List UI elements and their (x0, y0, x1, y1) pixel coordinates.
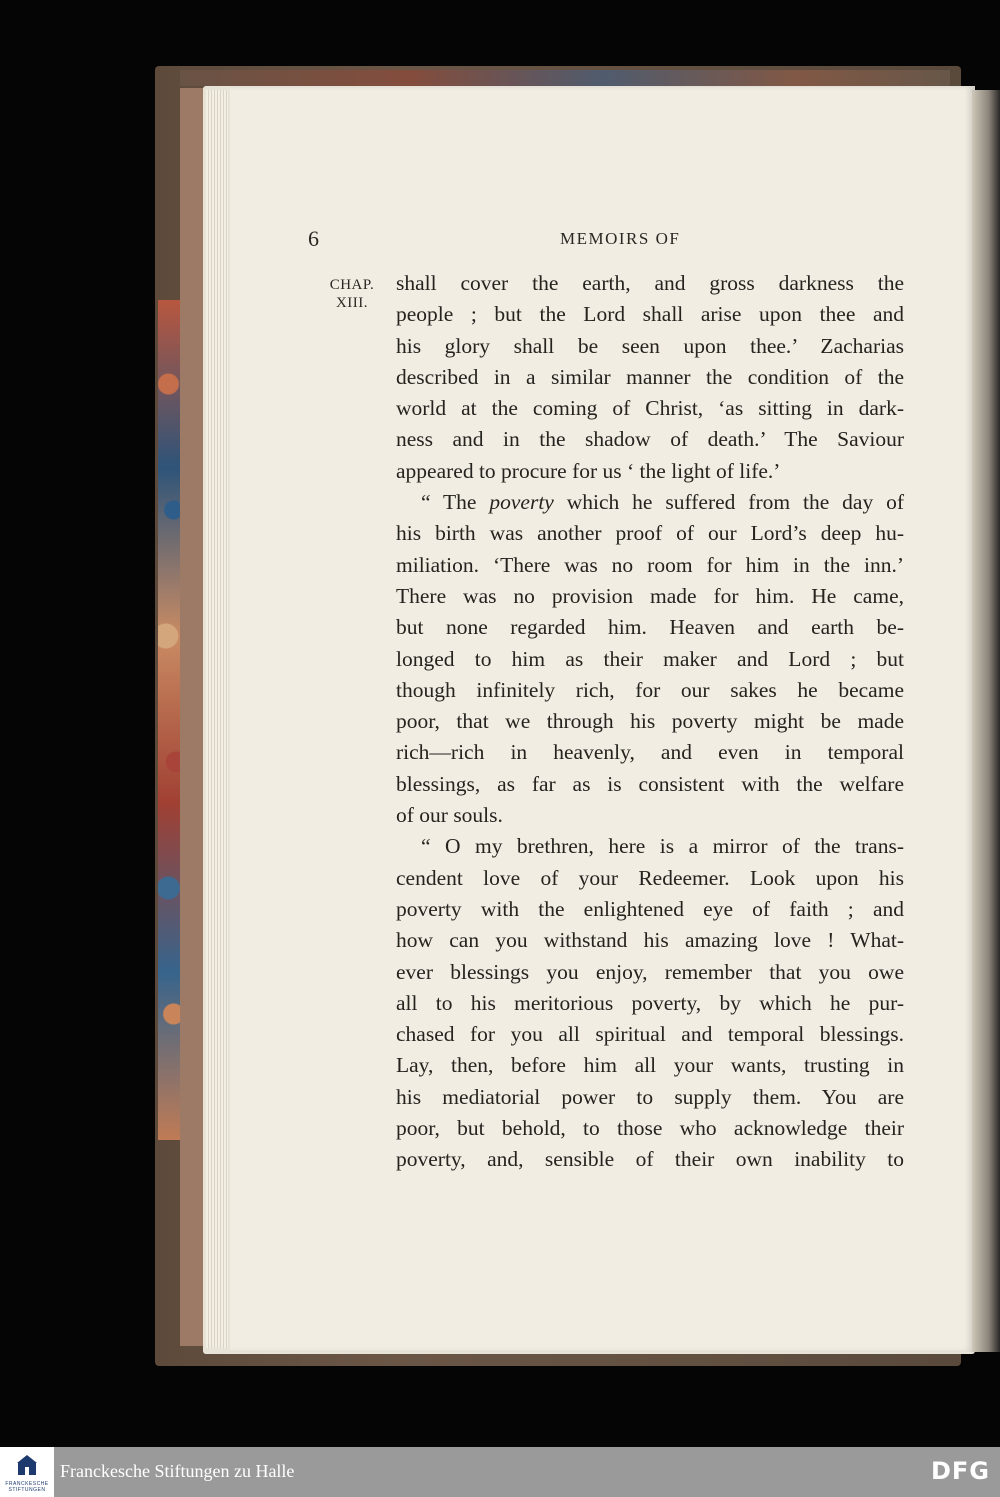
page-edges (206, 90, 228, 1348)
text-line: described in a similar manner the condition of the (396, 364, 904, 389)
text-line: ness and in the shadow of death.’ The Saviour (396, 427, 904, 452)
running-head: MEMOIRS OF (560, 229, 681, 248)
text-line: poor, that we through his poverty might be made (396, 709, 904, 734)
text-line: miliation. ‘There was no room for him in the inn.’ (396, 552, 904, 577)
text-line: poor, but behold, to those who acknowledge their (396, 1116, 904, 1141)
text-line: but none regarded him. Heaven and earth be- (396, 615, 904, 640)
italic-word: poverty (489, 490, 554, 515)
chapter-number: XIII. (335, 295, 369, 311)
marbled-top-edge (180, 70, 950, 86)
text-line: his mediatorial power to supply them. You are (396, 1084, 904, 1109)
text-line: Lay, then, before him all your wants, trusting in (396, 1053, 904, 1078)
text-line: “ O my brethren, here is a mirror of the trans- (421, 834, 904, 859)
text-line: poverty with the enlightened eye of faith ; and (396, 896, 904, 921)
text-line: blessings, as far as is consistent with the welfare (396, 771, 904, 796)
institution-name: Franckesche Stiftungen zu Halle (60, 1461, 295, 1481)
logo-caption: FRANCKESCHE STIFTUNGEN (5, 1481, 49, 1493)
building-icon (15, 1453, 39, 1477)
body-text (396, 268, 904, 1176)
binding-strip (180, 88, 204, 1346)
page-number: 6 (308, 226, 319, 251)
text-line: chased for you all spiritual and temporal blessings. (396, 1022, 904, 1047)
text-run: which he suffered from the day of (553, 490, 904, 515)
page-gutter-shadow (972, 90, 1000, 1352)
text-line: ever blessings you enjoy, remember that you owe (396, 959, 904, 984)
text-line: shall cover the earth, and gross darkness the (396, 271, 904, 295)
dfg-logo[interactable]: DFG (930, 1457, 990, 1485)
text-line: longed to him as their maker and Lord ; but (396, 646, 904, 671)
text-line: rich—rich in heavenly, and even in temporal (396, 740, 904, 765)
chapter-margin-note (316, 276, 388, 312)
text-line: his birth was another proof of our Lord’s deep hu- (396, 521, 904, 546)
text-line: cendent love of your Redeemer. Look upon his (396, 865, 904, 890)
institution-logo[interactable] (0, 1447, 54, 1497)
text-line: There was no provision made for him. He came, (396, 583, 904, 608)
text-run: “ The (421, 490, 490, 515)
chapter-label: CHAP. (329, 277, 375, 293)
text-line: his glory shall be seen upon thee.’ Zacharias (396, 333, 904, 358)
text-line: all to his meritorious poverty, by which he pur- (396, 990, 904, 1015)
text-line: people ; but the Lord shall arise upon thee and (396, 302, 904, 327)
text-line: world at the coming of Christ, ‘as sitting in dark- (396, 396, 904, 421)
text-line (396, 487, 904, 518)
text-line: how can you withstand his amazing love ! What- (396, 928, 904, 953)
text-line: of our souls. (396, 803, 503, 828)
text-line: poverty, and, sensible of their own inability to (396, 1147, 904, 1172)
text-line: though infinitely rich, for our sakes he became (396, 677, 904, 702)
text-line: appeared to procure for us ‘ the light of life.’ (396, 458, 781, 483)
